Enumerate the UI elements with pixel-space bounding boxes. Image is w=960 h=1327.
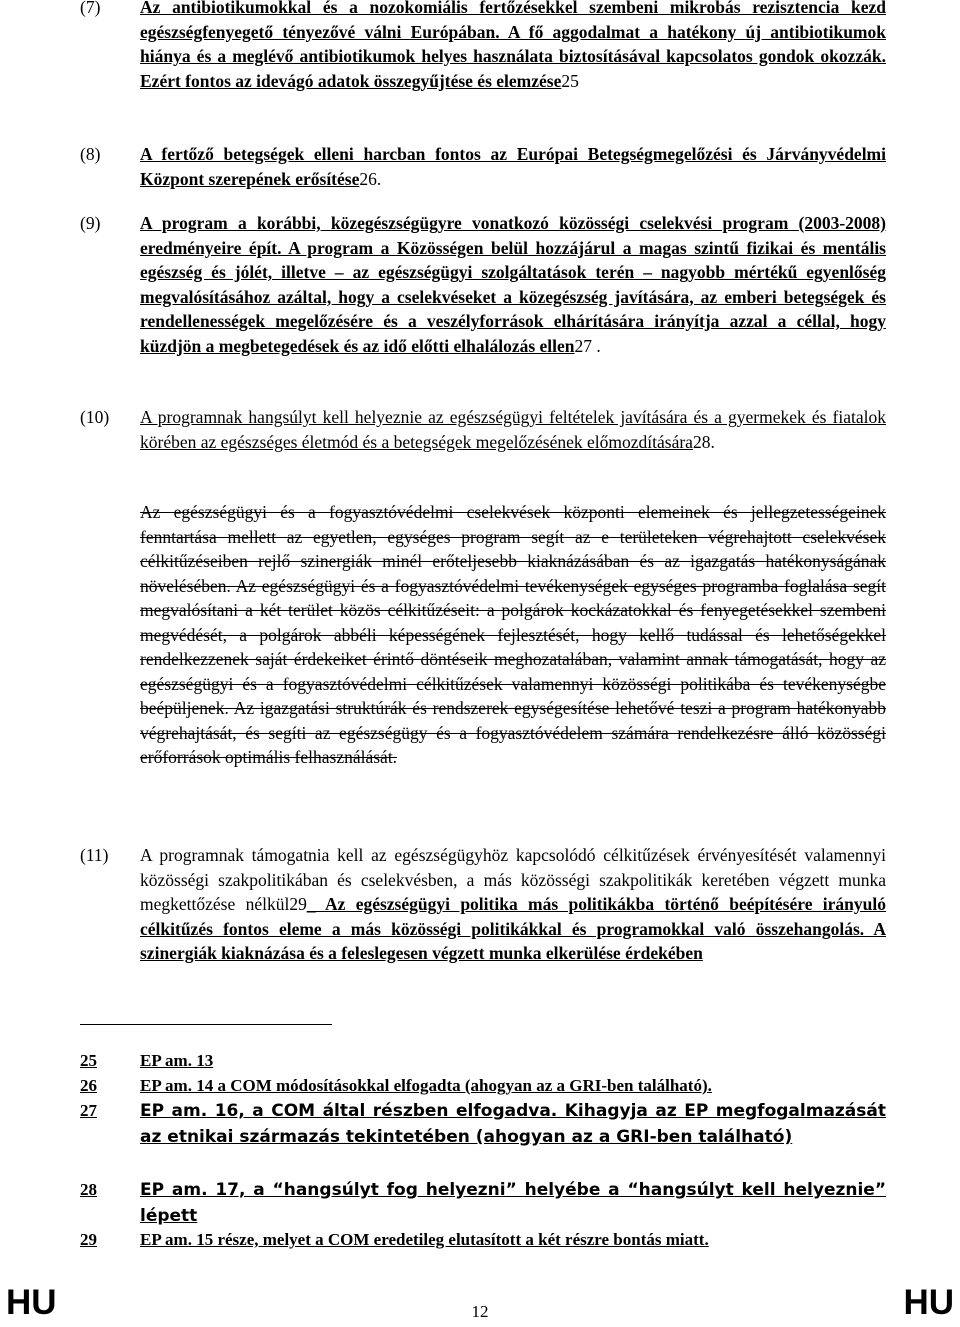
paragraph-9 (80, 211, 886, 358)
footnote-25 (80, 1049, 886, 1073)
punctuation: . (592, 335, 601, 356)
paragraph-10 (80, 405, 886, 454)
amended-text: A fertőző betegségek elleni harcban fontos az Európai Betegségmegelőzési és Járványvédelmi Központ szerepének erősítése (140, 144, 886, 189)
paragraph-number: (9) (80, 213, 101, 233)
paragraph-7 (80, 0, 886, 93)
footnote-ref[interactable]: 27 (574, 335, 593, 356)
footnote-text: EP am. 15 része, melyet a COM eredetileg elutasított a két részre bontás miatt. (140, 1230, 709, 1249)
page-number: 12 (471, 1302, 489, 1321)
deleted-paragraph (80, 500, 886, 770)
amended-text: _ Az egészségügyi politika más politikákba történő beépítésére irányuló célkitűzés fontos eleme a más közösségi politikákkal és programokkal való összehangolás. A szinergiák kiaknázása és a feleslegesen végzett munka elkerülése érdekében (140, 894, 887, 963)
footnote-text: EP am. 14 a COM módosításokkal elfogadta (ahogyan az a GRI-ben található). (140, 1076, 712, 1095)
footnote-27 (80, 1098, 886, 1150)
paragraph-text (140, 500, 886, 770)
paragraph-number: (7) (80, 0, 101, 17)
footnote-number: 25 (80, 1051, 97, 1070)
language-code-right: HU (903, 1283, 954, 1322)
footnote-number: 28 (80, 1180, 97, 1199)
footnote-number: 29 (80, 1230, 97, 1249)
paragraph-number: (10) (80, 407, 110, 427)
paragraph-text (140, 843, 886, 966)
paragraph-11 (80, 843, 886, 966)
footnote-ref[interactable]: 28. (692, 431, 715, 452)
footnote-number: 26 (80, 1076, 97, 1095)
paragraph-8 (80, 142, 886, 191)
footnote-number: 27 (80, 1101, 97, 1120)
paragraph-text (140, 142, 886, 191)
footnote-29 (80, 1228, 886, 1252)
paragraph-text (140, 405, 886, 454)
original-text: A programnak támogatnia kell az egészségügyhöz kapcsolódó célkitűzések érvényesítését valamennyi közösségi szakpolitikában és cselekvésben, a más közösségi szakpolitikák keretében végzett munka megkettőzése nélkül (140, 845, 886, 914)
amended-text: A programnak hangsúlyt kell helyeznie az egészségügyi feltételek javítására és a gyermekek és fiatalok körében az egészséges életmód és a betegségek megelőzésének előmozdítására (140, 407, 886, 452)
amended-text: A program a korábbi, közegészségügyre vonatkozó közösségi cselekvési program (2003-2008) eredményeire épít. A program a Közösségen belül hozzájárul a magas szintű fizikai és mentális egészség és jólét, illetve – az egészségügyi szolgáltatások terén – nagyobb mértékű egyenlőség megvalósításához azáltal, hogy a cselekvéseket a közegészség javítására, az emberi betegségek és rendellenességek megelőzésére és a veszélyforrások elhárítására irányítja azzal a céllal, hogy küzdjön a megbetegedések és az idő előtti elhalálozás ellen (140, 213, 886, 356)
footnote-text: EP am. 13 (140, 1051, 214, 1070)
footnote-26 (80, 1074, 886, 1098)
paragraph-text (140, 211, 886, 358)
footnote-ref[interactable]: 25 (561, 70, 579, 91)
footnote-ref[interactable]: 26. (359, 168, 382, 189)
deleted-text: Az egészségügyi és a fogyasztóvédelmi cselekvések központi elemeinek és jellegzetességeinek fenntartása mellett az egyetlen, egységes program segít az e területeken végrehajtott cselekvések célkitűzéseiben rejlő szinergiák minél erőteljesebb kiaknázásában és az igazgatás hatékonyságának növelésében. Az egészségügyi és a fogyasztóvédelmi tevékenységek egységes programba foglalása segít megvalósítani a két terület közös célkitűzéseit: a polgárok kockázatokkal és fenyegetésekkel szembeni megvédését, a polgárok abbéli képességének fejlesztését, hogy kellő tudással és lehetőségekkel rendelkezzenek saját érdekeiket érintő döntéseik meghozatalában, valamint annak támogatását, hogy az egészségügyi és a fogyasztóvédelmi célkitűzések valamennyi közösségi politikába és tevékenységbe beépüljenek. Az igazgatási struktúrák és rendszerek egységesítése lehetővé teszi a program hatékonyabb végrehajtását, és segíti az egészségügy és a fogyasztóvédelem számára rendelkezésre álló közösségi erőforrások optimális felhasználását. (140, 502, 886, 767)
amended-text: Az antibiotikumokkal és a nozokomiális fertőzésekkel szembeni mikrobás rezisztencia kezd egészségfenyegető tényezővé válni Európában. A fő aggodalmat a hatékony új antibiotikumok hiánya és a meglévő antibiotikumok helyes használata biztosításával kapcsolatos gondok okozzák. Ezért fontos az idevágó adatok összegyűjtése és elemzése (140, 0, 886, 91)
footnote-separator (80, 1024, 332, 1025)
paragraph-text (140, 0, 886, 93)
language-code-left: HU (6, 1283, 57, 1322)
paragraph-number: (8) (80, 144, 101, 164)
footnote-ref[interactable]: 29 (289, 894, 307, 914)
footnote-28 (80, 1177, 886, 1229)
footnote-text: EP am. 17, a “hangsúlyt fog helyezni” helyébe a “hangsúlyt kell helyeznie” lépett (140, 1180, 886, 1226)
footnote-text: EP am. 16, a COM által részben elfogadva. Kihagyja az EP megfogalmazását az etnikai származás tekintetében (ahogyan az a GRI-ben található) (140, 1101, 886, 1147)
paragraph-number: (11) (80, 845, 109, 865)
